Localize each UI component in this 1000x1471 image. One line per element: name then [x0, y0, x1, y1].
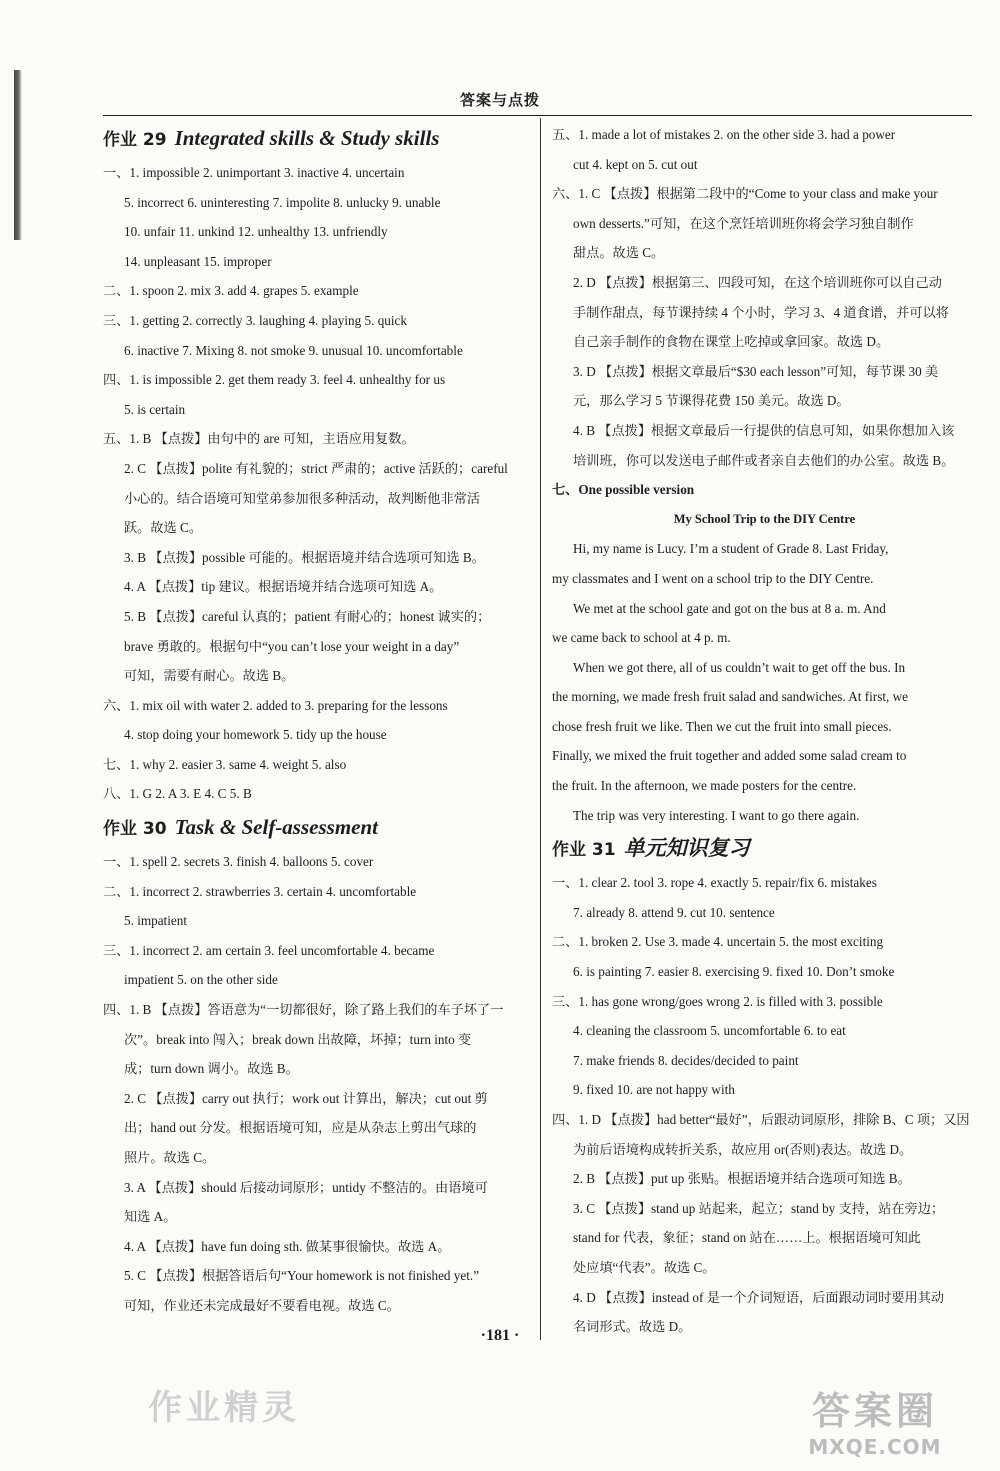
answer-line: 2. C 【点拨】polite 有礼貌的；strict 严肃的；active 活跃的；careful — [124, 460, 508, 476]
section-title: 单元知识复习 — [623, 836, 750, 861]
answer-line: 7. already 8. attend 9. cut 10. sentence — [573, 904, 775, 920]
answer-line: 5. B 【点拨】careful 认真的；patient 有耐心的；honest 诚实的； — [124, 608, 491, 624]
answer-line: 4. A 【点拨】have fun doing sth. 做某事很愉快。故选 A。 — [124, 1238, 451, 1254]
watermark-url: MXQE.COM — [808, 1435, 942, 1459]
answer-line: 5. impatient — [124, 913, 187, 929]
watermark-right — [770, 1380, 980, 1459]
answer-line: Hi, my name is Lucy. I’m a student of Grade 8. Last Friday, — [573, 541, 889, 557]
answer-line: 四、1. D 【点拨】had better“最好”，后跟动词原形，排除 B、C 项；又因 — [552, 1112, 970, 1127]
answer-line: 照片。故选 C。 — [124, 1150, 216, 1165]
answer-line: 可知，需要有耐心。故选 B。 — [124, 668, 295, 684]
watermark-left: 作业精灵 — [148, 1388, 300, 1428]
answer-line: 甜点。故选 C。 — [573, 245, 665, 261]
answer-line: 2. B 【点拨】put up 张贴。根据语境并结合选项可知选 B。 — [573, 1171, 911, 1187]
watermark-logo-text: 答案圈 — [811, 1389, 938, 1433]
answer-line: 4. D 【点拨】instead of 是一个介词短语，后面跟动词时要用其动 — [573, 1289, 945, 1305]
answer-line: 五、1. B 【点拨】由句中的 are 可知，主语应用复数。 — [103, 431, 415, 447]
page-header-title: 答案与点拨 — [459, 91, 540, 109]
answer-line: 14. unpleasant 15. improper — [124, 253, 272, 269]
answer-line: stand for 代表，象征；stand on 站在……上。根据语境可知此 — [573, 1230, 921, 1246]
answer-line: 手制作甜点，每节课持续 4 个小时，学习 3、4 道食谱，并可以将 — [573, 304, 949, 320]
answer-line: 6. is painting 7. easier 8. exercising 9. fixed 10. Don’t smoke — [573, 964, 895, 980]
answer-line: 4. B 【点拨】根据文章最后一行提供的信息可知，如果你想加入该 — [573, 422, 955, 438]
answer-line: 知选 A。 — [124, 1209, 177, 1225]
section-label: 作业 29 — [103, 130, 167, 150]
answer-line: 3. D 【点拨】根据文章最后“$30 each lesson”可知，每节课 30 美 — [573, 363, 939, 379]
answer-line: 培训班，你可以发送电子邮件或者亲自去他们的办公室。故选 B。 — [573, 452, 955, 468]
section-title: Integrated skills & Study skills — [174, 126, 440, 150]
answer-line: own desserts.”可知，在这个烹饪培训班你将会学习独自制作 — [573, 215, 914, 231]
answer-line: 2. C 【点拨】carry out 执行；work out 计算出，解决；cut out 剪 — [124, 1090, 488, 1106]
answer-line: 三、1. getting 2. correctly 3. laughing 4. playing 5. quick — [103, 312, 407, 328]
answer-line: 出；hand out 分发。根据语境可知，应是从杂志上剪出气球的 — [124, 1120, 477, 1136]
answer-line: 6. inactive 7. Mixing 8. not smoke 9. unusual 10. uncomfortable — [124, 342, 463, 358]
answer-line: 次”。break into 闯入；break down 出故障，坏掉；turn into 变 — [124, 1031, 472, 1047]
column-divider — [540, 118, 541, 1340]
answer-line: Finally, we mixed the fruit together and added some salad cream to — [552, 748, 907, 764]
answer-line: 4. A 【点拨】tip 建议。根据语境并结合选项可知选 A。 — [124, 579, 443, 595]
answer-line: 三、1. incorrect 2. am certain 3. feel uncomfortable 4. became — [103, 942, 435, 958]
answer-line: 9. fixed 10. are not happy with — [573, 1082, 735, 1098]
answer-line: 3. A 【点拨】should 后接动词原形；untidy 不整洁的。由语境可 — [124, 1179, 488, 1195]
answer-line: 10. unfair 11. unkind 12. unhealthy 13. unfriendly — [124, 224, 388, 240]
left-column — [103, 120, 531, 1321]
section-heading — [103, 120, 531, 158]
answer-line: my classmates and I went on a school trip to the DIY Centre. — [552, 570, 874, 586]
answer-line: 跃。故选 C。 — [124, 520, 203, 536]
answer-line: 名词形式。故选 D。 — [573, 1319, 692, 1335]
answer-line: 可知，作业还未完成最好不要看电视。故选 C。 — [124, 1297, 400, 1313]
answer-line: 一、1. impossible 2. unimportant 3. inactive 4. uncertain — [103, 165, 405, 180]
essay-title: My School Trip to the DIY Centre — [673, 511, 856, 526]
page-number: ·181 · — [480, 1327, 520, 1344]
answer-line: cut 4. kept on 5. cut out — [573, 156, 698, 172]
section-heading — [103, 809, 531, 847]
section-heading — [552, 830, 977, 868]
answer-line: 7. make friends 8. decides/decided to paint — [573, 1052, 799, 1068]
answer-line: we came back to school at 4 p. m. — [552, 630, 731, 646]
answer-line: The trip was very interesting. I want to go there again. — [573, 807, 860, 823]
answer-line: 5. C 【点拨】根据答语后句“Your homework is not finished yet.” — [124, 1268, 480, 1284]
answer-line: 七、1. why 2. easier 3. same 4. weight 5. also — [103, 756, 347, 772]
answer-line: the fruit. In the afternoon, we made posters for the centre. — [552, 778, 857, 794]
section-label: 作业 31 — [552, 840, 616, 861]
answer-line: When we got there, all of us couldn’t wait to get off the bus. In — [573, 659, 906, 675]
answer-line: 成；turn down 调小。故选 B。 — [124, 1061, 299, 1077]
answer-line: chose fresh fruit we like. Then we cut the fruit into small pieces. — [552, 718, 892, 734]
answer-line: 七、One possible version — [552, 482, 695, 498]
header-rule — [103, 115, 972, 116]
answer-line: the morning, we made fresh fruit salad and sandwiches. At first, we — [552, 689, 908, 705]
answer-line: 一、1. clear 2. tool 3. rope 4. exactly 5. repair/fix 6. mistakes — [552, 875, 877, 891]
section-title: Task & Self-assessment — [174, 815, 378, 840]
answer-line: 处应填“代表”。故选 C。 — [573, 1259, 716, 1275]
answer-line: 4. stop doing your homework 5. tidy up the house — [124, 727, 387, 743]
answer-line: 元，那么学习 5 节课得花费 150 美元。故选 D。 — [573, 393, 850, 409]
answer-line: 小心的。结合语境可知堂弟参加很多种活动，故判断他非常活 — [124, 490, 481, 506]
answer-line: 2. D 【点拨】根据第三、四段可知，在这个培训班你可以自己动 — [573, 274, 942, 290]
answer-line: 三、1. has gone wrong/goes wrong 2. is filled with 3. possible — [552, 993, 883, 1009]
answer-line: 为前后语境构成转折关系，故应用 or(否则)表达。故选 D。 — [573, 1141, 913, 1157]
answer-line: 一、1. spell 2. secrets 3. finish 4. balloons 5. cover — [103, 854, 374, 870]
answer-line: 四、1. is impossible 2. get them ready 3. feel 4. unhealthy for us — [103, 372, 446, 388]
answer-line: 5. is certain — [124, 401, 186, 417]
section-label: 作业 30 — [103, 819, 167, 840]
answer-line: 八、1. G 2. A 3. E 4. C 5. B — [103, 786, 252, 802]
answer-line: 五、1. made a lot of mistakes 2. on the other side 3. had a power — [552, 127, 896, 142]
answer-line: 5. incorrect 6. uninteresting 7. impolite 8. unlucky 9. unable — [124, 194, 441, 210]
right-column — [552, 120, 977, 1342]
answer-line: 二、1. broken 2. Use 3. made 4. uncertain 5. the most exciting — [552, 934, 884, 950]
answer-line: 四、1. B 【点拨】答语意为“一切都很好，除了路上我们的车子坏了一 — [103, 1002, 504, 1018]
answer-line: impatient 5. on the other side — [124, 972, 278, 988]
answer-line: 六、1. C 【点拨】根据第二段中的“Come to your class and make your — [552, 186, 938, 202]
answer-line: We met at the school gate and got on the bus at 8 a. m. And — [573, 600, 886, 616]
answer-line: 3. C 【点拨】stand up 站起来，起立；stand by 支持，站在旁边； — [573, 1200, 945, 1216]
answer-line: brave 勇敢的。根据句中“you can’t lose your weight in a day” — [124, 638, 460, 654]
answer-line: 4. cleaning the classroom 5. uncomfortable 6. to eat — [573, 1023, 846, 1039]
answer-line: 六、1. mix oil with water 2. added to 3. preparing for the lessons — [103, 697, 448, 713]
answer-line: 自己亲手制作的食物在课堂上吃掉或拿回家。故选 D。 — [573, 334, 890, 350]
answer-line: 二、1. incorrect 2. strawberries 3. certain 4. uncomfortable — [103, 883, 417, 899]
answer-line: 二、1. spoon 2. mix 3. add 4. grapes 5. example — [103, 283, 359, 299]
answer-line: 3. B 【点拨】possible 可能的。根据语境并结合选项可知选 B。 — [124, 549, 485, 565]
